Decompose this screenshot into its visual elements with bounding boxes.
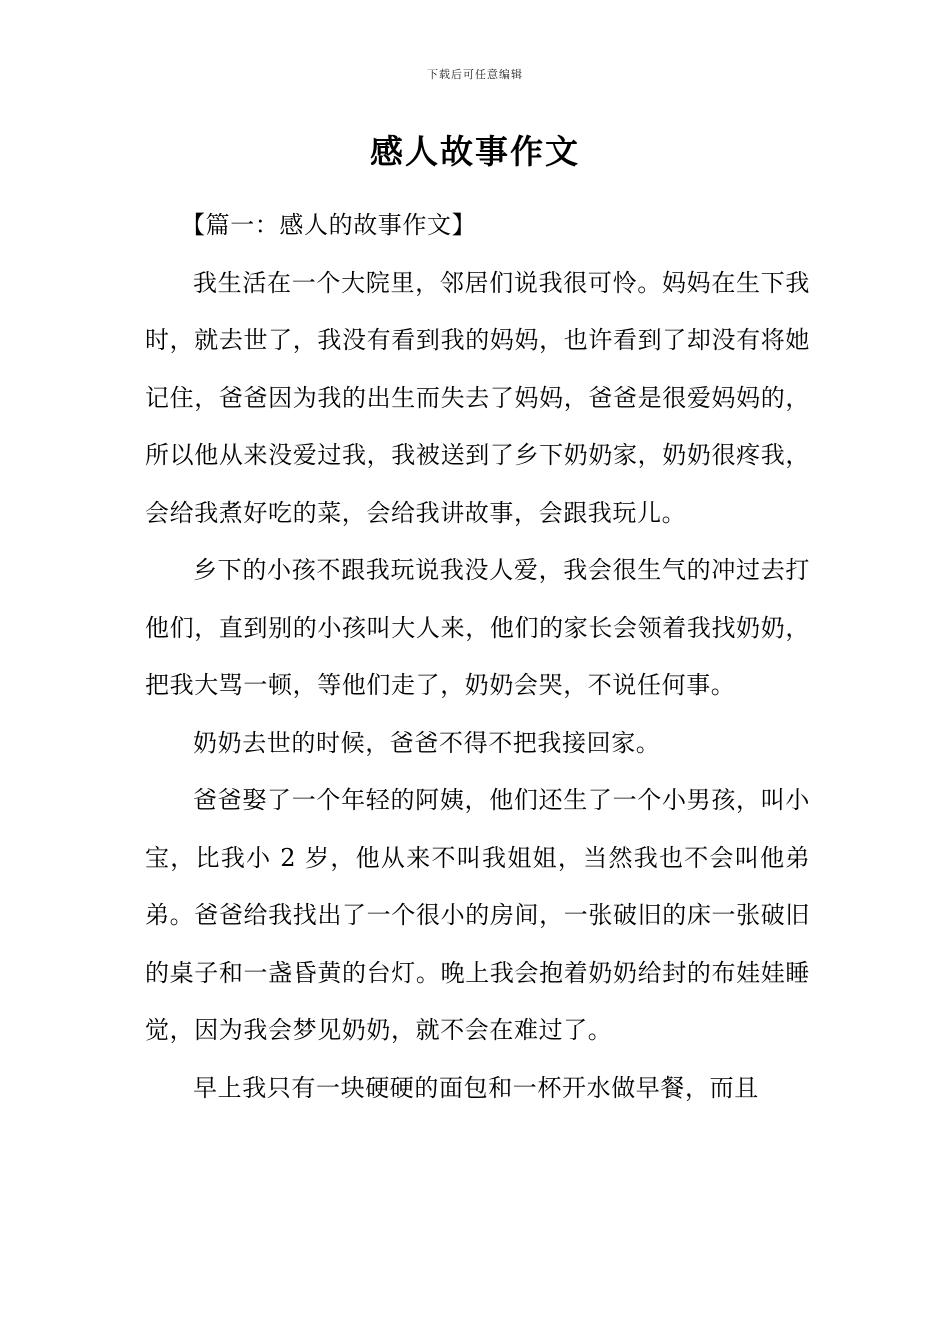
section-heading: 【篇一：感人的故事作文】 <box>181 211 477 239</box>
paragraph: 早上我只有一块硬硬的面包和一杯开水做早餐，而且 <box>193 1073 759 1102</box>
paragraph: 奶奶去世的时候，爸爸不得不把我接回家。 <box>193 728 661 757</box>
paragraph: 乡下的小孩不跟我玩说我没人爱，我会很生气的冲过去打他们，直到别的小孩叫大人来，他们的家长会领着我找奶奶，把我大骂一顿，等他们走了，奶奶会哭，不说任何事。 <box>145 556 810 699</box>
document-title: 感人故事作文 <box>370 132 580 171</box>
paragraph: 我生活在一个大院里，邻居们说我很可怜。妈妈在生下我时，就去世了，我没有看到我的妈妈，也许看到了却没有将她记住，爸爸因为我的出生而失去了妈妈，爸爸是很爱妈妈的，所以他从来没爱过我，我被送到了乡下奶奶家，奶奶很疼我，会给我煮好吃的菜，会给我讲故事，会跟我玩儿。 <box>145 268 810 527</box>
document-body <box>145 197 810 1117</box>
paragraph: 爸爸娶了一个年轻的阿姨，他们还生了一个小男孩，叫小宝，比我小 2 岁，他从来不叫我姐姐，当然我也不会叫他弟弟。爸爸给我找出了一个很小的房间，一张破旧的床一张破旧的桌子和一盏昏黄的台灯。晚上我会抱着奶奶给封的布娃娃睡觉，因为我会梦见奶奶，就不会在难过了。 <box>145 786 810 1044</box>
header-note: 下载后可任意编辑 <box>427 68 523 81</box>
